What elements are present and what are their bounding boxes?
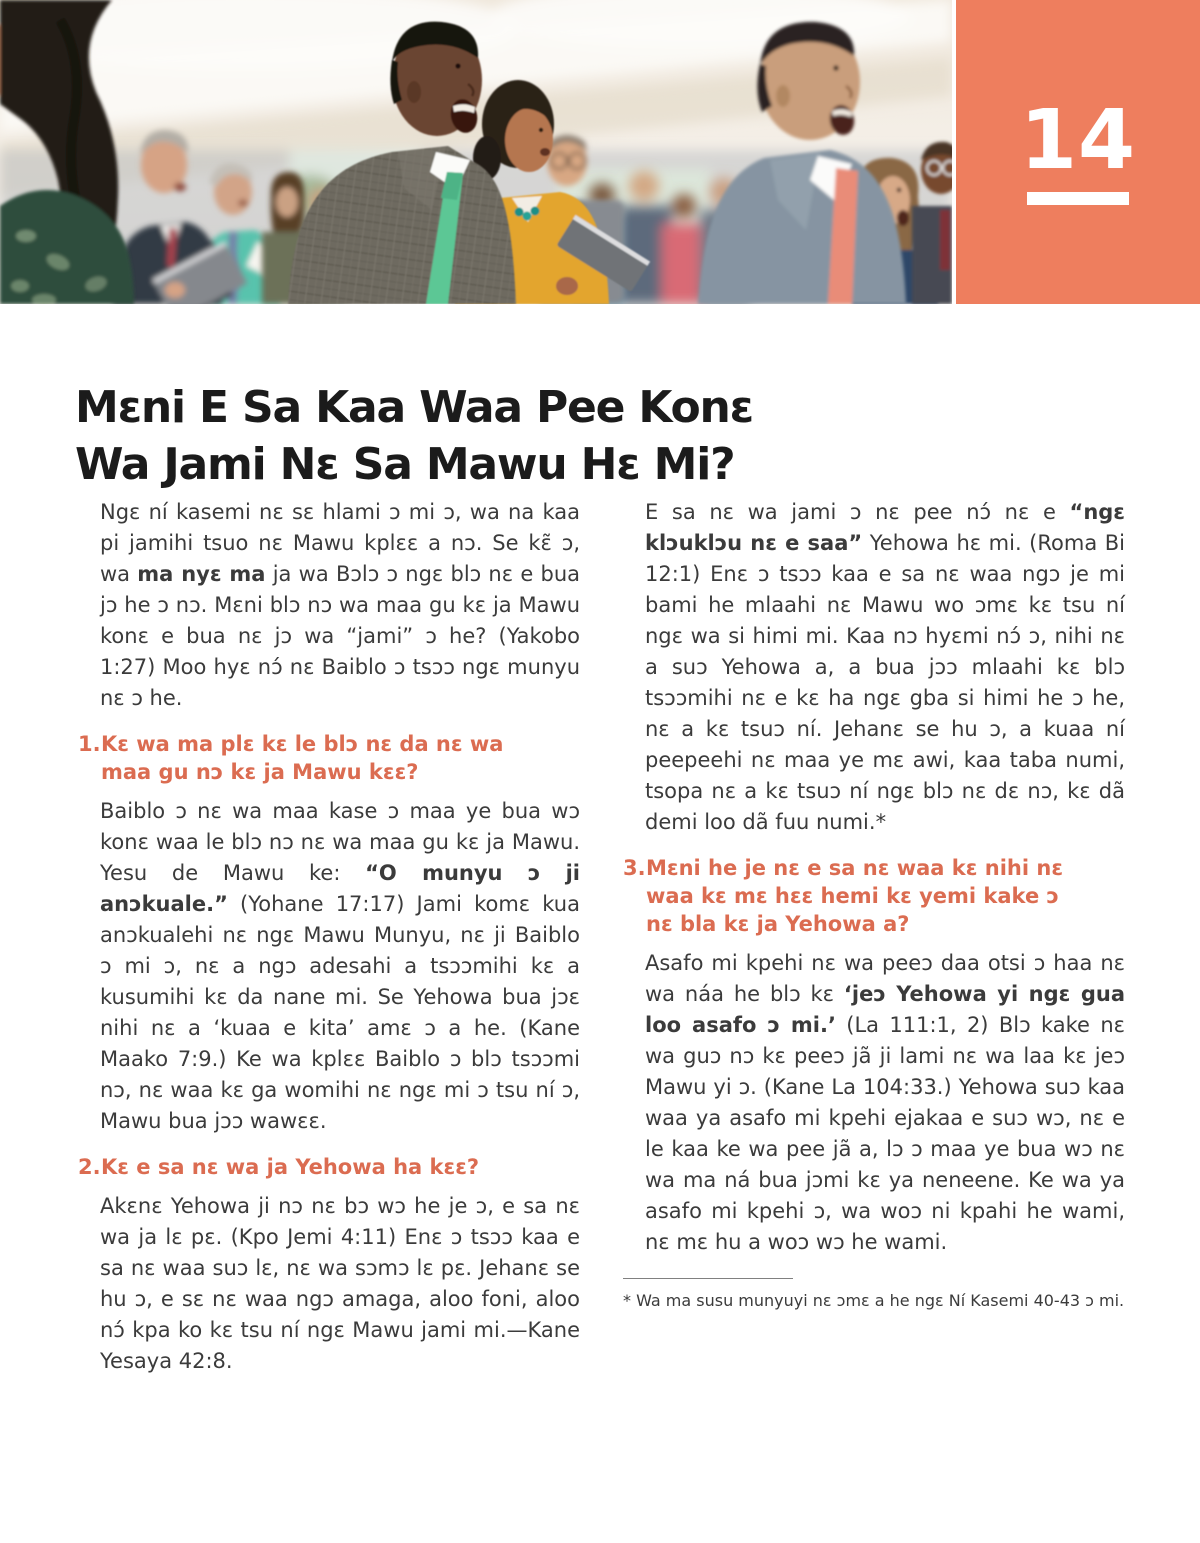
question-2-heading bbox=[75, 1153, 580, 1181]
footnote bbox=[620, 1278, 1125, 1312]
question-3-paragraph: Asafo mi kpehi nɛ wa peeɔ daa otsi ɔ haa nɛ wa náa he blɔ kɛ ‘jeɔ Yehowa yi ngɛ gua loo asafo ɔ mi.’ (La 111:1, 2) Blɔ kake nɛ wa guɔ nɔ kɛ peeɔ jã ji lami nɛ wa laa kɛ jeɔ Mawu yi ɔ. (Kane La 104:33.) Yehowa suɔ kaa waa ya asafo mi kpehi ejakaa e suɔ wɔ, nɛ e le kaa ke wa pee jã a, lɔ ɔ maa ye bua wɔ nɛ wa ma ná bua jɔmi kɛ ya neneene. Ke wa ya asafo mi kpehi ɔ, wa woɔ ni kpahi he wami, nɛ mɛ hu a woɔ wɔ he wami. bbox=[645, 951, 1125, 1254]
footnote-text bbox=[623, 1289, 1125, 1312]
question-1-paragraph: Baiblo ɔ nɛ wa maa kase ɔ maa ye bua wɔ konɛ waa le blɔ nɔ nɛ wa maa gu kɛ ja Mawu. Yesu de Mawu ke: “O munyu ɔ ji anɔkuale.” (Yohane 17:17) Jami komɛ kua anɔkualehi nɛ ngɛ Mawu Munyu, nɛ ji Baiblo ɔ mi ɔ, nɛ a ngɔ adesahi a tsɔɔmihi kɛ a kusumihi kɛ da nane mi. Se Yehowa bua jɔɛ nihi nɛ a ‘kuaa e kita’ amɛ ɔ a he. (Kane Maako 7:9.) Ke wa kplɛɛ Baiblo ɔ blɔ tsɔɔmi nɔ, nɛ waa kɛ ga womihi nɛ ngɛ mi ɔ tsu ní ɔ, Mawu bua jɔɔ wawɛɛ. bbox=[100, 799, 580, 1133]
question-2-paragraph-a: Akɛnɛ Yehowa ji nɔ nɛ bɔ wɔ he je ɔ, e sa nɛ wa ja lɛ pɛ. (Kpo Jemi 4:11) Enɛ ɔ tsɔɔ kaa e sa nɛ waa suɔ lɛ, nɛ wa sɔmɔ lɛ pɛ. Jehanɛ se hu ɔ, e sɛ nɛ waa ngɔ amaga, aloo foni, aloo nɔ́ kpa ko kɛ tsu ní ngɛ Mawu jami mi.—Kane Yesaya 42:8. bbox=[100, 1194, 580, 1373]
question-3-number: 3. bbox=[623, 856, 646, 880]
question-2-number: 2. bbox=[78, 1155, 101, 1179]
congregation-photo bbox=[0, 0, 952, 304]
footnote-symbol: * bbox=[623, 1291, 631, 1310]
question-3-text: Mɛni he je nɛ e sa nɛ waa kɛ nihi nɛ waa kɛ mɛ hɛɛ hemi kɛ yemi kake ɔ nɛ bla kɛ ja Yehowa a? bbox=[646, 856, 1064, 936]
question-1-number: 1. bbox=[78, 732, 101, 756]
question-1-heading bbox=[75, 730, 580, 786]
right-column bbox=[620, 497, 1125, 1391]
lesson-body bbox=[75, 497, 1125, 1391]
question-1-text: Kɛ wa ma plɛ kɛ le blɔ nɛ da nɛ wa maa gu nɔ kɛ ja Mawu kɛɛ? bbox=[101, 732, 504, 784]
page-title-line-1: Mɛni E Sa Kaa Waa Pee Konɛ bbox=[75, 382, 753, 434]
intro-paragraph: Ngɛ ní kasemi nɛ sɛ hlami ɔ mi ɔ, wa na kaa pi jamihi tsuo nɛ Mawu kplɛɛ a nɔ. Se kɛ̃ ɔ, wa ma nyɛ ma ja wa Bɔlɔ ɔ ngɛ blɔ nɛ e bua jɔ he ɔ nɔ. Mɛni blɔ nɔ wa maa gu kɛ ja Mawu konɛ e bua nɛ jɔ wa “jami” ɔ he? (Yakobo 1:27) Moo hyɛ nɔ́ nɛ Baiblo ɔ tsɔɔ ngɛ munyu nɛ ɔ he. bbox=[100, 500, 580, 710]
lesson-number: 14 bbox=[1019, 92, 1137, 188]
question-2-text: Kɛ e sa nɛ wa ja Yehowa ha kɛɛ? bbox=[101, 1155, 480, 1179]
footnote-divider bbox=[623, 1278, 793, 1279]
question-2-paragraph-b: E sa nɛ wa jami ɔ nɛ pee nɔ́ nɛ e “ngɛ klɔuklɔu nɛ e saa” Yehowa hɛ mi. (Roma Bi 12:1) Enɛ ɔ tsɔɔ kaa e sa nɛ waa ngɔ je mi bami he mlaahi nɛ Mawu wo ɔmɛ kɛ tsu ní ngɛ wa si himi mi. Kaa nɔ hyɛmi nɔ́ ɔ, nihi nɛ a suɔ Yehowa a, a bua jɔɔ mlaahi kɛ blɔ tsɔɔmihi nɛ e kɛ ha ngɛ gba si himi he ɔ he, nɛ a kɛ tsuɔ ní. Jehanɛ se hu ɔ, a kuaa ní peepeehi nɛ maa ye mɛ awi, kaa taba numi, tsopa nɛ a kɛ tsuɔ ní ngɛ blɔ nɛ dɛ nɔ, kɛ dã demi loo dã fuu numi.* bbox=[645, 500, 1125, 834]
footnote-body: Wa ma susu munyuyi nɛ ɔmɛ a he ngɛ Ní Kasemi 40-43 ɔ mi. bbox=[636, 1291, 1125, 1310]
lesson-number-underline bbox=[1027, 192, 1129, 205]
question-3-heading bbox=[620, 854, 1125, 938]
left-column bbox=[75, 497, 580, 1391]
lesson-number-badge bbox=[956, 0, 1200, 304]
hero-header bbox=[0, 0, 1200, 304]
page-title-line-2: Wa Jami Nɛ Sa Mawu Hɛ Mi? bbox=[75, 439, 735, 491]
page-title bbox=[75, 379, 753, 493]
